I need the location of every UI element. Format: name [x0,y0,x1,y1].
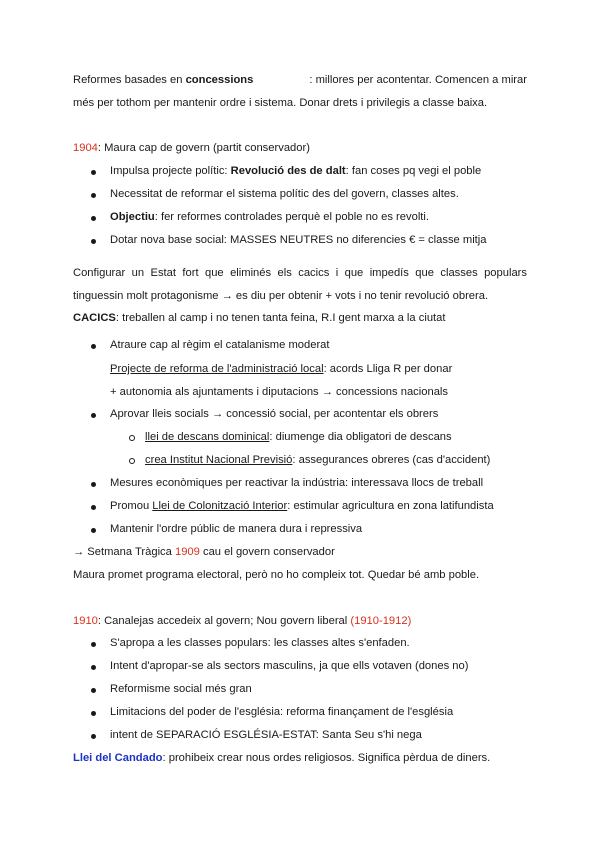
year-range: (1910-1912) [350,615,412,627]
section-1910-heading [73,614,411,628]
list-item [110,210,429,224]
bullet-dot [91,239,96,244]
cacics-text: : treballen al camp i no tenen tanta feina, R.I gent marxa a la ciutat [115,312,446,324]
list-item: S'apropa a les classes populars: les classes altes s'enfaden. [110,637,410,649]
para2-line-2: tinguessin molt protagonisme → es diu per obtenir + vots i no tenir revolució obrera. [73,290,489,302]
para4-line [73,751,490,765]
item-text: : estimular agricultura en zona latifundista [287,500,494,512]
list-item: Atraure cap al règim el catalanisme moderat [110,339,330,351]
llei-candado-label: Llei del Candado [73,752,163,764]
item-text: : fan coses pq vegi el poble [345,165,482,177]
list-item [110,164,481,178]
sub-list-item [145,430,452,444]
bullet-dot [91,505,96,510]
list-item: Intent d'apropar-se als sectors masculins, ja que ells votaven (dones no) [110,660,469,672]
bullet-dot [91,482,96,487]
bullet-dot [91,688,96,693]
list-item: Necessitat de reformar el sistema polític des del govern, classes altes. [110,188,459,200]
cacics-label: CACICS [73,312,116,324]
item-underline: Llei de Colonització Interior [152,500,288,512]
bullet-dot [91,642,96,647]
list-item: Aprovar lleis socials → concessió social, per acontentar els obrers [110,408,439,420]
list-item [110,499,494,513]
list-item: Mantenir l'ordre públic de manera dura i repressiva [110,523,363,535]
sub-bullet-circle [129,458,135,464]
bullet-dot [91,344,96,349]
list-item: Dotar nova base social: MASSES NEUTRES no diferencies € = classe mitja [110,234,487,246]
bullet-dot [91,711,96,716]
para2-line-1: Configurar un Estat fort que eliminés els cacics i que impedís que classes populars [73,267,527,279]
item-text: Impulsa projecte polític: [110,165,231,177]
list-item-continuation: + autonomia als ajuntaments i diputacions → concessions nacionals [110,386,448,398]
sub-list-item [145,453,490,467]
item-text: → Setmana Tràgica [73,546,175,558]
intro-line-1 [73,73,527,87]
sub-bullet-circle [129,435,135,441]
list-item: intent de SEPARACIÓ ESGLÉSIA-ESTAT: Santa Seu s'hi nega [110,729,422,741]
list-item-continuation [110,362,452,376]
item-text: : assegurances obreres (cas d'accident) [292,454,491,466]
heading-1904-text: : Maura cap de govern (partit conservador) [97,142,310,154]
item-underline: llei de descans dominical [145,431,270,443]
item-text: cau el govern conservador [199,546,335,558]
bullet-dot [91,665,96,670]
bullet-dot [91,170,96,175]
item-bold: Revolució des de dalt [230,165,346,177]
year-1910: 1910 [73,615,98,627]
para2-line-3 [73,311,446,325]
section-1904-heading [73,141,310,155]
year-1904: 1904 [73,142,98,154]
bullet-dot [91,216,96,221]
list-item: Reformisme social més gran [110,683,252,695]
bullet-dot [91,734,96,739]
item-text: : diumenge dia obligatori de descans [269,431,452,443]
para3-line-2: Maura promet programa electoral, però no ho compleix tot. Quedar bé amb poble. [73,569,480,581]
item-underline: crea Institut Nacional Previsió [145,454,293,466]
item-text: : prohibeix crear nous ordes religiosos. Significa pèrdua de diners. [162,752,491,764]
item-text: : acords Lliga R per donar [323,363,453,375]
bullet-dot [91,193,96,198]
para3-line-1 [73,545,335,559]
year-1909: 1909 [174,546,200,558]
intro-text-a: Reformes basades en [73,74,186,86]
item-bold: Objectiu [110,211,155,223]
item-underline: Projecte de reforma de l'administració local [110,363,324,375]
list-item: Mesures econòmiques per reactivar la indústria: interessava llocs de treball [110,477,484,489]
item-text: : fer reformes controlades perquè el poble no es revolti. [154,211,430,223]
bullet-dot [91,413,96,418]
intro-line-2: més per tothom per mantenir ordre i sistema. Donar drets i privilegis a classe baixa. [73,97,488,109]
intro-concessions: concessions [185,74,254,86]
heading-1910-text: : Canalejas accedeix al govern; Nou govern liberal [97,615,351,627]
bullet-dot [91,528,96,533]
intro-text-c: : millores per acontentar. Comencen a mirar [309,74,527,86]
item-text: Promou [110,500,153,512]
list-item: Limitacions del poder de l'església: reforma finançament de l'església [110,706,454,718]
